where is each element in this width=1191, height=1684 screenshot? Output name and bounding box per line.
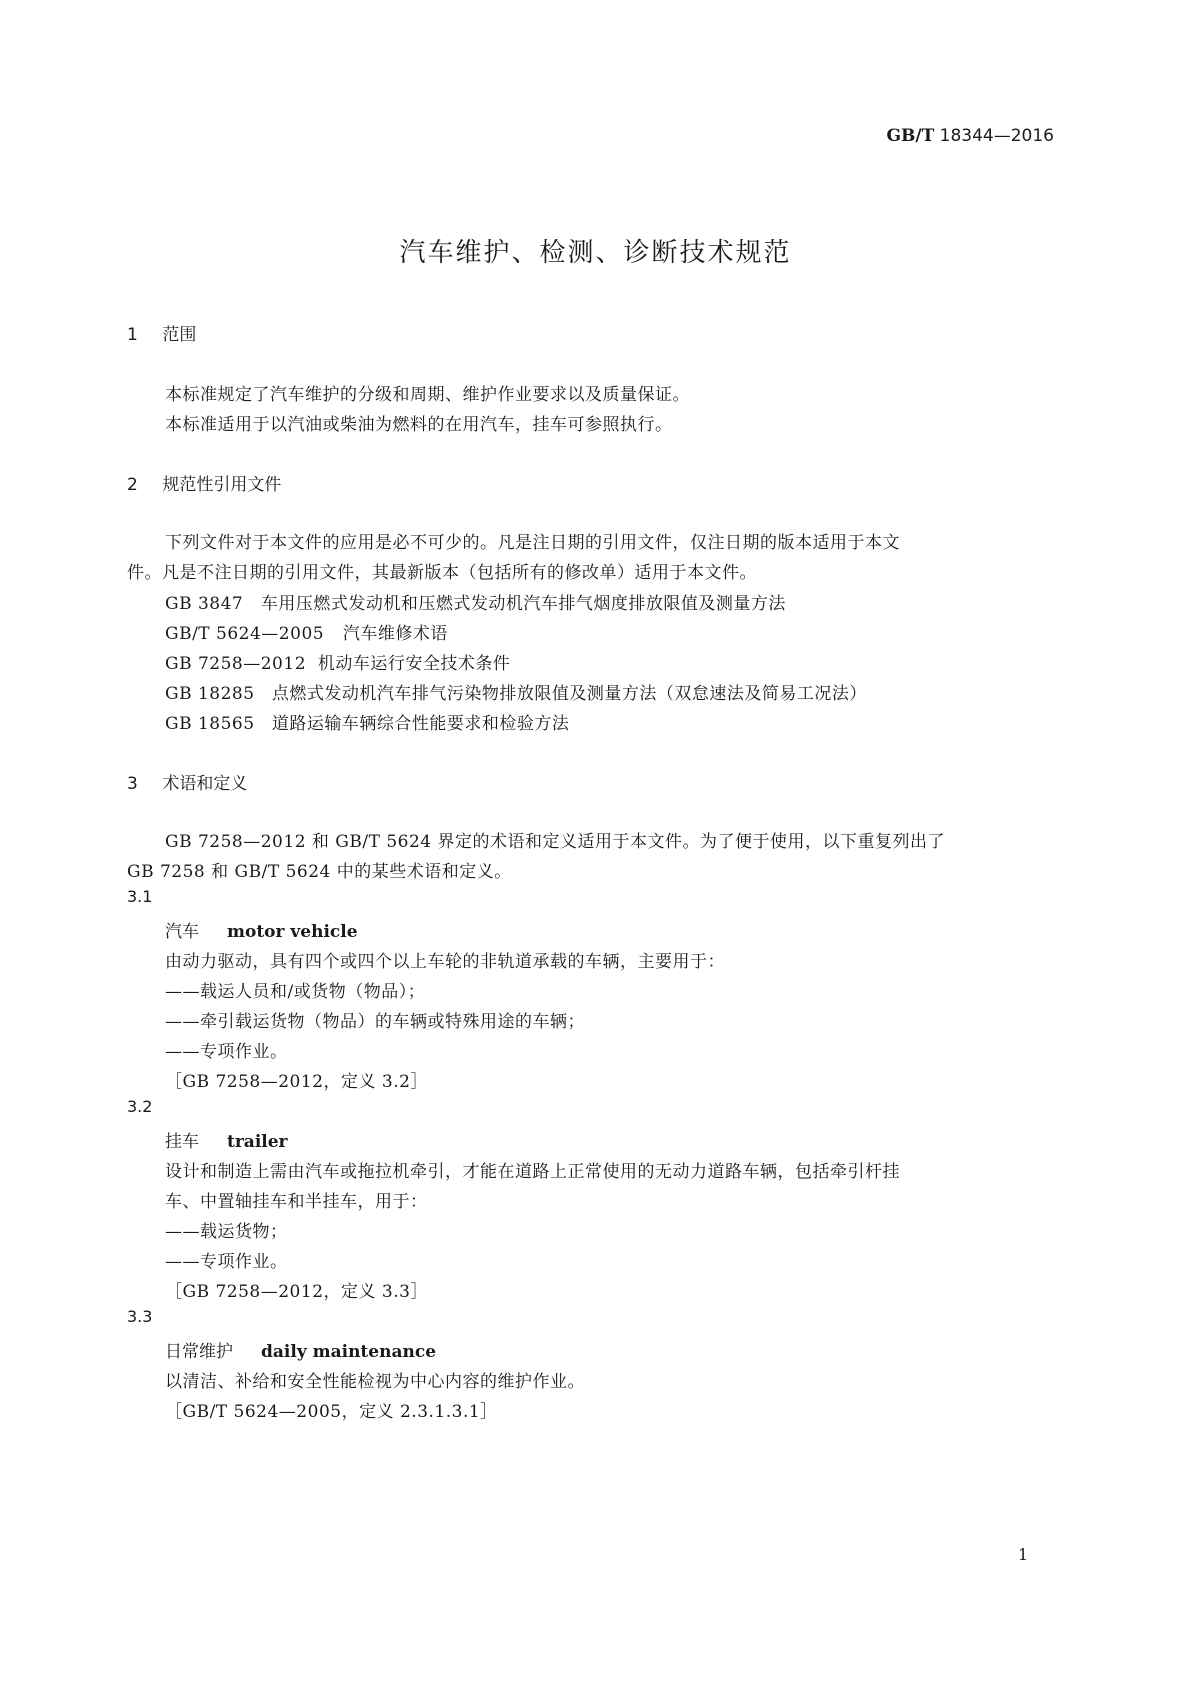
- section-title: 范围: [162, 325, 197, 345]
- standard-number: 18344—2016: [939, 126, 1054, 146]
- clause-number: 3.1: [127, 887, 153, 906]
- reference-item: [165, 709, 569, 734]
- standard-code: [887, 126, 1055, 146]
- section-number: 2: [127, 475, 138, 495]
- section-2-heading: [127, 470, 281, 495]
- standard-prefix: GB/T: [886, 126, 935, 146]
- scope-paragraph-1: 本标准规定了汽车维护的分级和周期、维护作业要求以及质量保证。: [165, 385, 690, 405]
- clause-number: 3.2: [127, 1097, 153, 1116]
- list-item: ——载运人员和/或货物（物品）；: [165, 982, 426, 1002]
- reference-code: GB 3847: [165, 594, 244, 614]
- term-source: ［GB 7258—2012，定义 3.2］: [165, 1072, 428, 1092]
- list-item: ——牵引载运货物（物品）的车辆或特殊用途的车辆；: [165, 1012, 585, 1032]
- list-item: ——专项作业。: [165, 1252, 288, 1272]
- normative-intro-line-1: 下列文件对于本文件的应用是必不可少的。凡是注日期的引用文件，仅注日期的版本适用于本文: [165, 533, 900, 553]
- clause-number: 3.3: [127, 1307, 153, 1326]
- list-item: ——专项作业。: [165, 1042, 288, 1062]
- reference-title: 汽车维修术语: [342, 624, 448, 644]
- document-title: 汽车维护、检测、诊断技术规范: [399, 238, 792, 268]
- reference-title: 道路运输车辆综合性能要求和检验方法: [271, 714, 570, 734]
- reference-title: 点燃式发动机汽车排气污染物排放限值及测量方法（双怠速法及简易工况法）: [271, 684, 867, 704]
- term-heading: [165, 1337, 436, 1362]
- page-number: 1: [1018, 1545, 1029, 1564]
- section-number: 3: [127, 774, 138, 794]
- reference-code: GB/T 5624—2005: [165, 624, 325, 644]
- list-item: ——载运货物；: [165, 1222, 288, 1242]
- term-heading: [165, 1127, 288, 1152]
- term-source: ［GB 7258—2012，定义 3.3］: [165, 1282, 428, 1302]
- reference-item: [165, 619, 448, 644]
- section-1-heading: [127, 320, 196, 345]
- reference-title: 车用压燃式发动机和压燃式发动机汽车排气烟度排放限值及测量方法: [260, 594, 786, 614]
- reference-item: [165, 589, 786, 614]
- reference-code: GB 7258—2012: [165, 654, 307, 674]
- term-definition: 以清洁、补给和安全性能检视为中心内容的维护作业。: [165, 1372, 585, 1392]
- section-title: 规范性引用文件: [162, 475, 282, 495]
- reference-item: [165, 649, 510, 674]
- term-zh: 日常维护: [165, 1342, 233, 1362]
- term-source: ［GB/T 5624—2005，定义 2.3.1.3.1］: [165, 1402, 498, 1422]
- section-title: 术语和定义: [162, 774, 248, 794]
- term-en: trailer: [227, 1132, 288, 1152]
- term-definition: 车、中置轴挂车和半挂车，用于：: [165, 1192, 428, 1212]
- section-3-heading: [127, 769, 247, 794]
- terms-intro-line-2: GB 7258 和 GB/T 5624 中的某些术语和定义。: [127, 862, 512, 882]
- reference-code: GB 18565: [165, 714, 255, 734]
- term-heading: [165, 917, 358, 942]
- reference-code: GB 18285: [165, 684, 255, 704]
- section-number: 1: [127, 325, 138, 345]
- term-definition: 由动力驱动，具有四个或四个以上车轮的非轨道承载的车辆，主要用于：: [165, 952, 725, 972]
- term-en: motor vehicle: [227, 922, 358, 942]
- term-zh: 汽车: [165, 922, 199, 942]
- term-zh: 挂车: [165, 1132, 199, 1152]
- scope-paragraph-2: 本标准适用于以汽油或柴油为燃料的在用汽车，挂车可参照执行。: [165, 415, 673, 435]
- reference-item: [165, 679, 867, 704]
- terms-intro-line-1: GB 7258—2012 和 GB/T 5624 界定的术语和定义适用于本文件。为了便于使用，以下重复列出了: [165, 832, 946, 852]
- term-en: daily maintenance: [261, 1342, 437, 1362]
- reference-title: 机动车运行安全技术条件: [317, 654, 511, 674]
- normative-intro-line-2: 件。凡是不注日期的引用文件，其最新版本（包括所有的修改单）适用于本文件。: [127, 563, 757, 583]
- term-definition: 设计和制造上需由汽车或拖拉机牵引，才能在道路上正常使用的无动力道路车辆，包括牵引杆挂: [165, 1162, 900, 1182]
